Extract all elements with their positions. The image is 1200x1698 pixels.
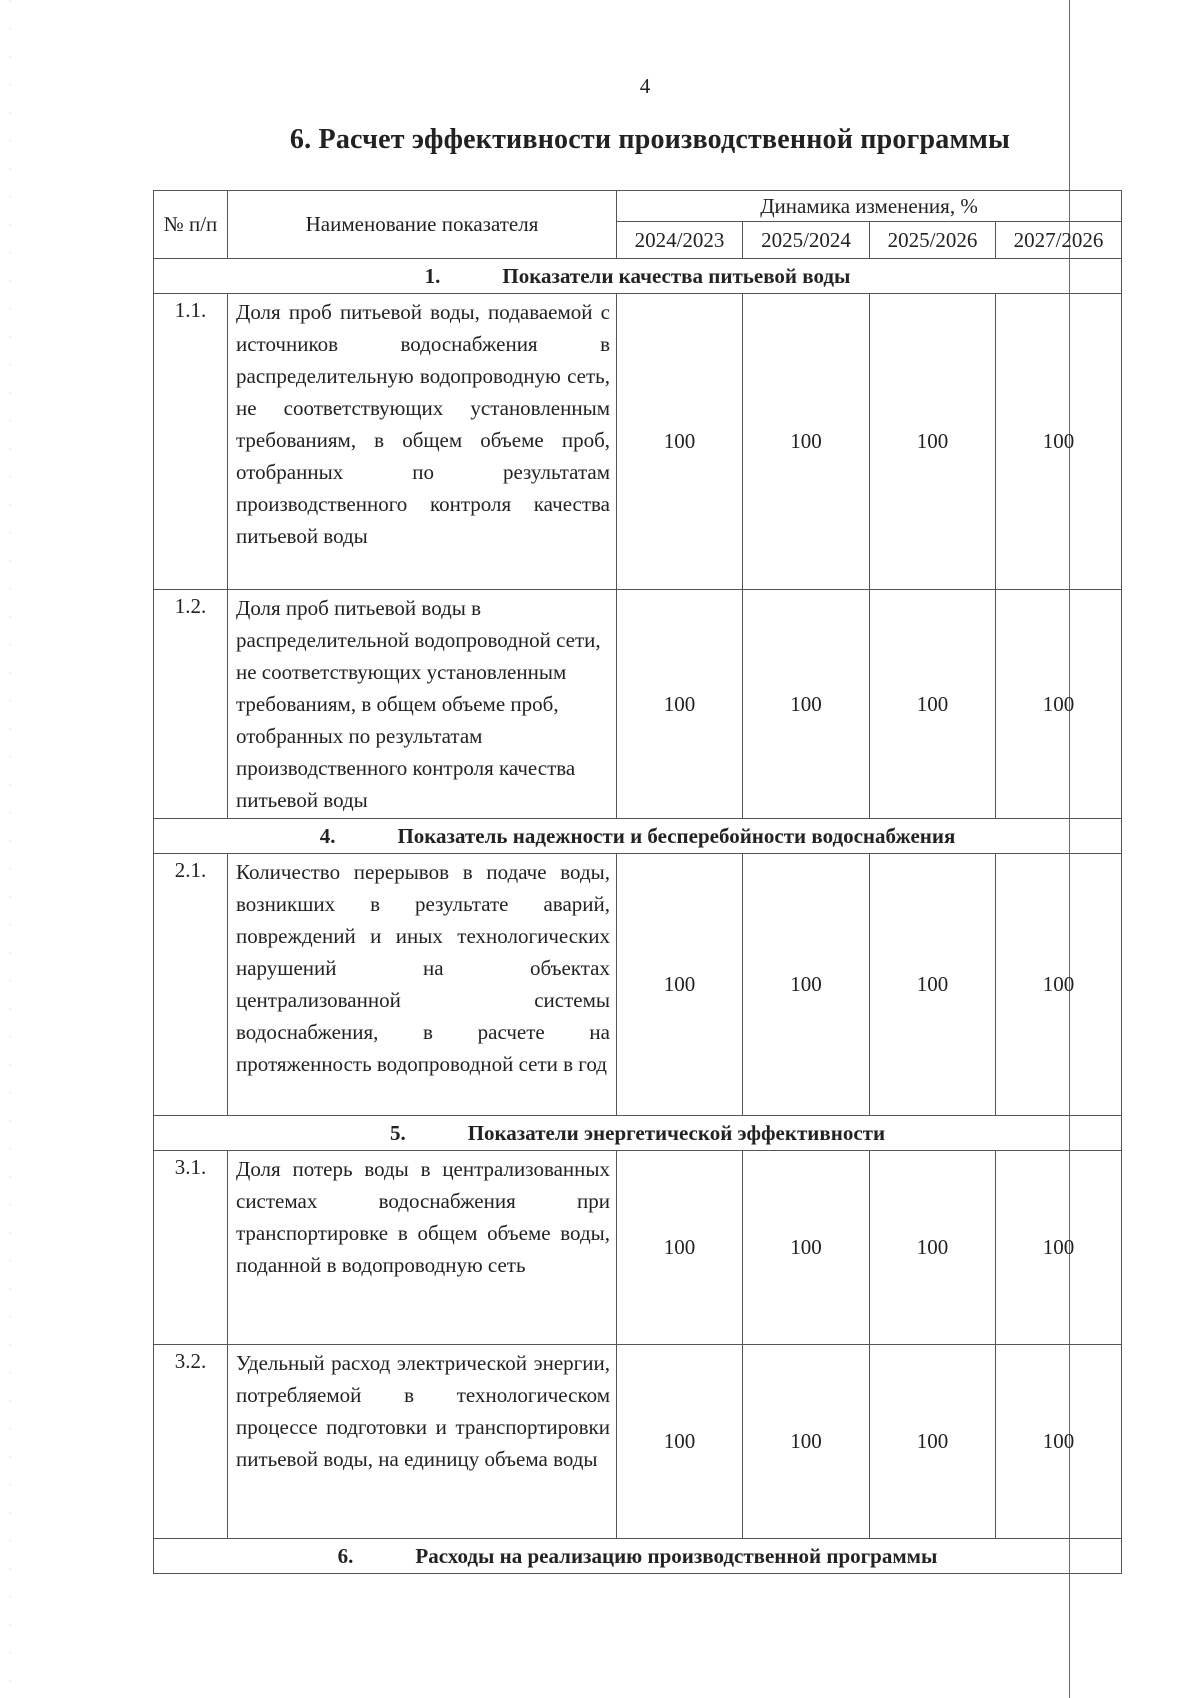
header-year-cell: 2025/2026 (870, 222, 996, 259)
row-value: 100 (743, 590, 870, 819)
row-value: 100 (743, 294, 870, 590)
row-number: 2.1. (154, 854, 228, 1116)
row-indicator-name: Доля потерь воды в централизованных системах водоснабжения при транспортировке в общем объеме воды, поданной в водопроводную сеть (228, 1151, 617, 1345)
section-number: 5. (389, 1121, 406, 1145)
row-number: 3.2. (154, 1345, 228, 1539)
table-row (154, 294, 1122, 590)
header-dynamics-cell: Динамика изменения, % (617, 191, 1122, 222)
row-value: 100 (996, 1345, 1122, 1539)
row-value: 100 (743, 1345, 870, 1539)
row-indicator-name: Удельный расход электрической энергии, потребляемой в технологическом процессе подготовки и транспортировки питьевой воды, на единицу объема воды (228, 1345, 617, 1539)
row-value: 100 (617, 854, 743, 1116)
row-number: 1.1. (154, 294, 228, 590)
table-header-row (154, 191, 1122, 222)
row-value: 100 (870, 854, 996, 1116)
row-value: 100 (870, 1345, 996, 1539)
header-year-cell: 2025/2024 (743, 222, 870, 259)
section-title: Показатели качества питьевой воды (502, 264, 851, 288)
row-value: 100 (870, 1151, 996, 1345)
section-number: 4. (319, 824, 336, 848)
scan-edge-specks (10, 0, 11, 1698)
header-year-cell: 2027/2026 (996, 222, 1122, 259)
table-row (154, 590, 1122, 819)
section-heading (154, 259, 1122, 294)
section-number: 1. (424, 264, 441, 288)
row-value: 100 (870, 590, 996, 819)
row-indicator-name: Доля проб питьевой воды, подаваемой с источников водоснабжения в распределительную водопроводную сеть, не соответствующих установленным требованиям, в общем объеме проб, отобранных по результатам производственного контроля качества питьевой воды (228, 294, 617, 590)
section-row (154, 259, 1122, 294)
header-name-cell: Наименование показателя (228, 191, 617, 259)
section-title: Расходы на реализацию производственной программы (415, 1544, 938, 1568)
row-indicator-name: Доля проб питьевой воды в распределительной водопроводной сети, не соответствующих установленным требованиям, в общем объеме проб, отобранных по результатам производственного контроля качества питьевой воды (228, 590, 617, 819)
section-row (154, 1116, 1122, 1151)
section-title: Показатели энергетической эффективности (467, 1121, 886, 1145)
row-number: 3.1. (154, 1151, 228, 1345)
table-row (154, 854, 1122, 1116)
page-title: 6. Расчет эффективности производственной программы (289, 124, 1011, 155)
table-row (154, 1345, 1122, 1539)
row-value: 100 (617, 1151, 743, 1345)
row-value: 100 (743, 1151, 870, 1345)
row-value: 100 (996, 1151, 1122, 1345)
section-number: 6. (337, 1544, 354, 1568)
header-number-cell: № п/п (154, 191, 228, 259)
page-number: 4 (639, 74, 651, 98)
row-value: 100 (870, 294, 996, 590)
table-row (154, 1151, 1122, 1345)
section-title: Показатель надежности и бесперебойности водоснабжения (397, 824, 956, 848)
header-year-cell: 2024/2023 (617, 222, 743, 259)
row-value: 100 (617, 590, 743, 819)
section-row (154, 1539, 1122, 1574)
row-value: 100 (996, 294, 1122, 590)
row-value: 100 (617, 294, 743, 590)
row-value: 100 (743, 854, 870, 1116)
section-heading (154, 1116, 1122, 1151)
section-row (154, 819, 1122, 854)
efficiency-table (153, 190, 1122, 1574)
row-number: 1.2. (154, 590, 228, 819)
row-indicator-name: Количество перерывов в подаче воды, возникших в результате аварий, повреждений и иных технологических нарушений на объектах централизованной системы водоснабжения, в расчете на протяженность водопроводной сети в год (228, 854, 617, 1116)
row-value: 100 (996, 854, 1122, 1116)
section-heading (154, 1539, 1122, 1574)
row-value: 100 (996, 590, 1122, 819)
row-value: 100 (617, 1345, 743, 1539)
section-heading (154, 819, 1122, 854)
